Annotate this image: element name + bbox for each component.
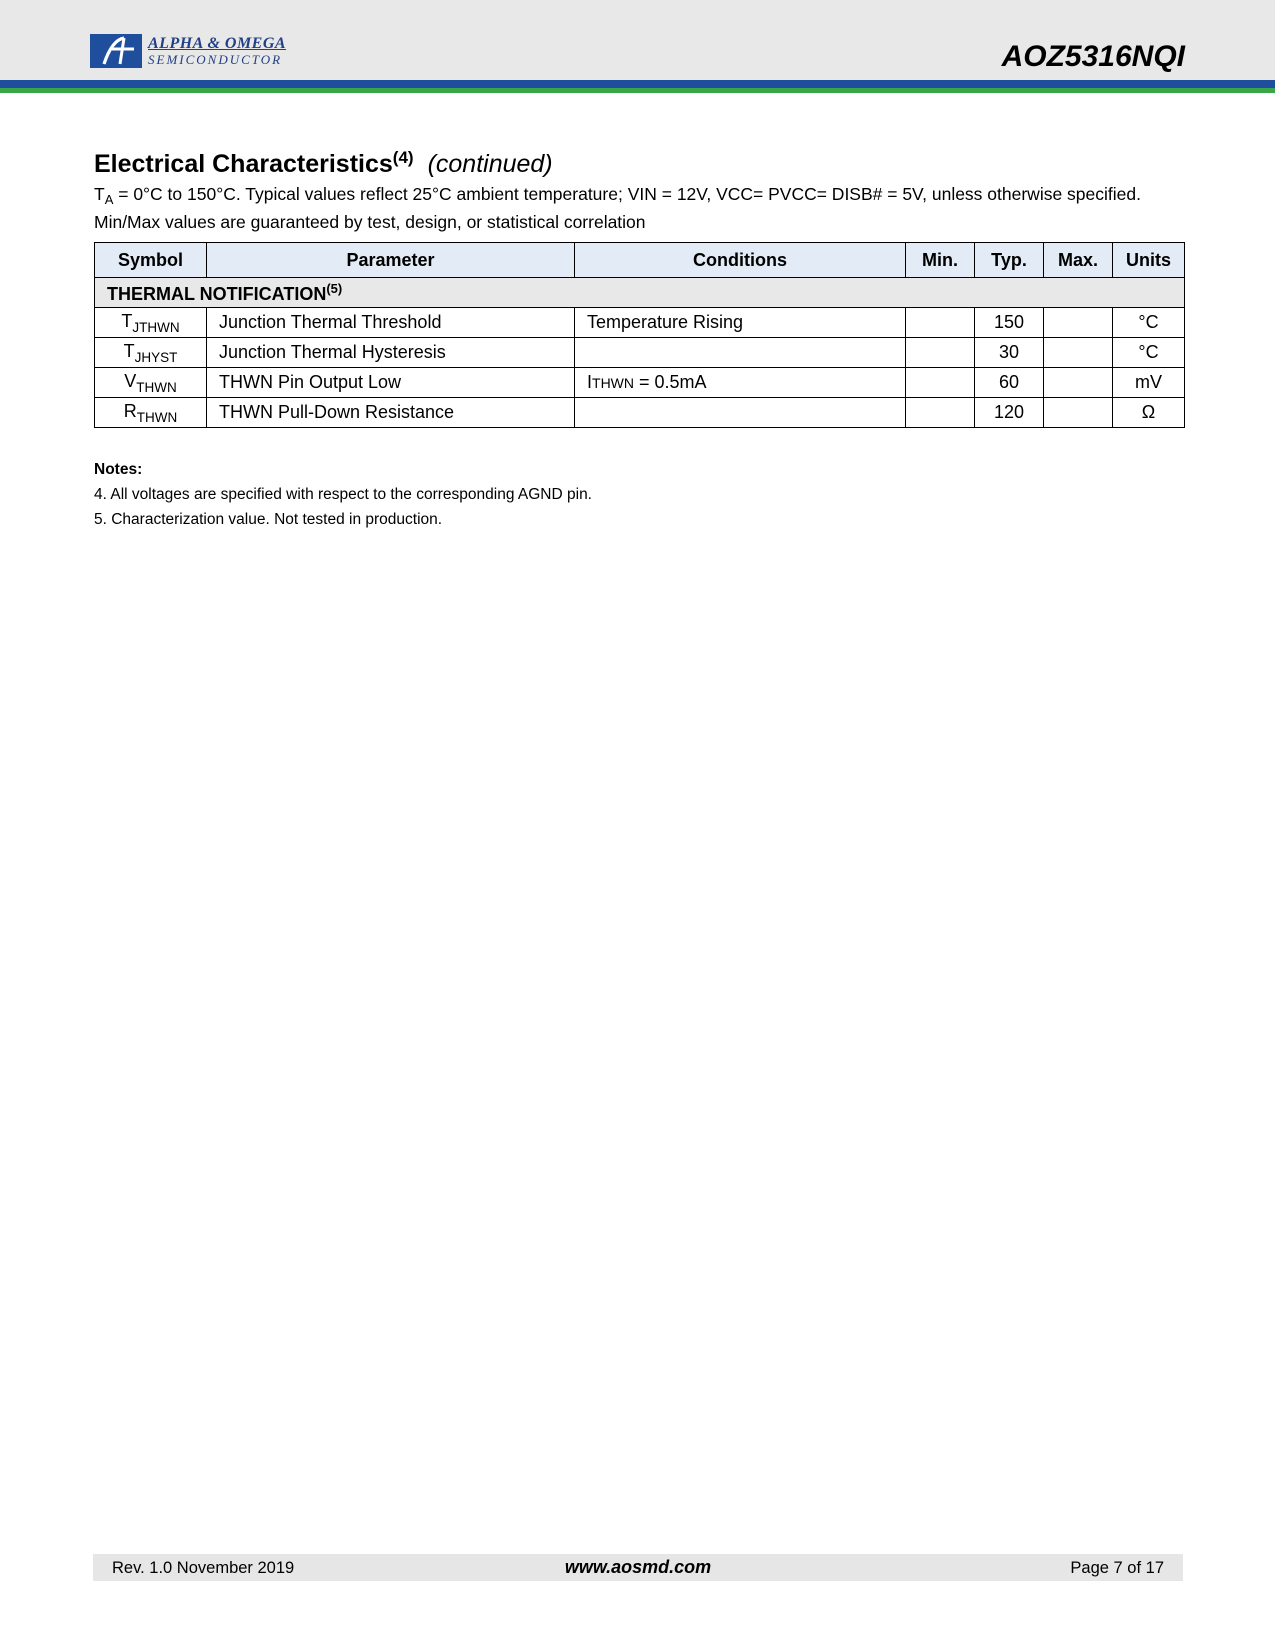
group-label-text: THERMAL NOTIFICATION <box>107 283 327 304</box>
intro-symbol-sub: A <box>104 192 114 207</box>
symbol-letter: T <box>121 310 133 331</box>
cell-parameter: Junction Thermal Threshold <box>207 308 575 338</box>
symbol-letter: R <box>123 400 137 421</box>
page-number: Page 7 of 17 <box>1070 1559 1164 1577</box>
symbol-letter: V <box>124 370 137 391</box>
section-title <box>94 148 553 179</box>
table-row <box>95 398 1185 428</box>
symbol-letter: T <box>123 340 135 361</box>
table-row <box>95 368 1185 398</box>
cell-typ: 150 <box>975 308 1044 338</box>
cell-conditions <box>575 338 906 368</box>
cell-typ: 30 <box>975 338 1044 368</box>
notes-title: Notes: <box>94 461 143 478</box>
condition-text: I <box>587 372 593 392</box>
title-footnote-ref: (4) <box>392 148 414 167</box>
page-footer <box>93 1554 1183 1581</box>
cell-conditions <box>575 398 906 428</box>
cell-conditions <box>575 368 906 398</box>
col-header-typ: Typ. <box>975 243 1044 278</box>
cell-conditions <box>575 308 906 338</box>
intro-text: = 0°C to 150°C. Typical values reflect 25°C ambient temperature; VIN = 12V, VCC= PVCC= DISB# = 5V, unless otherwise specified. Min/Max values are guaranteed by test, design, or statistical correlation <box>94 184 1141 232</box>
cell-parameter: THWN Pull-Down Resistance <box>207 398 575 428</box>
condition-text: Temperature Rising <box>587 312 744 332</box>
electrical-characteristics-table <box>94 242 1185 428</box>
cell-max <box>1044 338 1113 368</box>
logo-name: ALPHA & OMEGA <box>148 35 287 52</box>
cell-symbol <box>95 398 207 428</box>
cell-max <box>1044 368 1113 398</box>
symbol-subscript: JTHWN <box>132 319 180 335</box>
cell-units: Ω <box>1113 398 1185 428</box>
symbol-subscript: THWN <box>136 379 177 395</box>
section-title-text: Electrical Characteristics <box>94 150 393 178</box>
conditions-intro <box>94 183 1184 234</box>
note-item: 5. Characterization value. Not tested in production. <box>94 511 443 528</box>
note-item: 4. All voltages are specified with respect to the corresponding AGND pin. <box>94 486 592 503</box>
symbol-subscript: THWN <box>136 409 178 425</box>
cell-typ: 60 <box>975 368 1044 398</box>
notes-section <box>94 457 592 532</box>
col-header-min: Min. <box>906 243 975 278</box>
intro-symbol: T <box>94 184 105 204</box>
continued-label: (continued) <box>427 150 553 178</box>
col-header-units: Units <box>1113 243 1185 278</box>
table-header-row <box>95 243 1185 278</box>
revision-text: Rev. 1.0 November 2019 <box>112 1559 295 1577</box>
group-footnote-ref: (5) <box>326 280 343 296</box>
cell-parameter: THWN Pin Output Low <box>207 368 575 398</box>
header-stripe-blue <box>0 80 1275 88</box>
cell-min <box>906 398 975 428</box>
company-logo <box>90 33 286 69</box>
cell-symbol <box>95 368 207 398</box>
cell-max <box>1044 398 1113 428</box>
cell-units: mV <box>1113 368 1185 398</box>
symbol-subscript: JHYST <box>134 349 178 365</box>
cell-typ: 120 <box>975 398 1044 428</box>
table-group-row <box>95 278 1185 308</box>
cell-units: °C <box>1113 338 1185 368</box>
header-stripe-green <box>0 88 1275 93</box>
logo-subtitle: SEMICONDUCTOR <box>148 52 283 67</box>
condition-subscript: THWN <box>592 375 635 391</box>
group-label <box>95 278 1185 308</box>
part-number: AOZ5316NQI <box>1001 40 1185 73</box>
col-header-conditions: Conditions <box>575 243 906 278</box>
cell-min <box>906 368 975 398</box>
cell-units: °C <box>1113 308 1185 338</box>
website-link[interactable]: www.aosmd.com <box>564 1557 712 1577</box>
condition-value: = 0.5mA <box>634 372 707 392</box>
cell-min <box>906 308 975 338</box>
cell-symbol <box>95 338 207 368</box>
cell-min <box>906 338 975 368</box>
col-header-parameter: Parameter <box>207 243 575 278</box>
aos-logo-icon <box>90 34 142 68</box>
cell-parameter: Junction Thermal Hysteresis <box>207 338 575 368</box>
col-header-max: Max. <box>1044 243 1113 278</box>
col-header-symbol: Symbol <box>95 243 207 278</box>
table-row <box>95 338 1185 368</box>
cell-symbol <box>95 308 207 338</box>
table-row <box>95 308 1185 338</box>
cell-max <box>1044 308 1113 338</box>
